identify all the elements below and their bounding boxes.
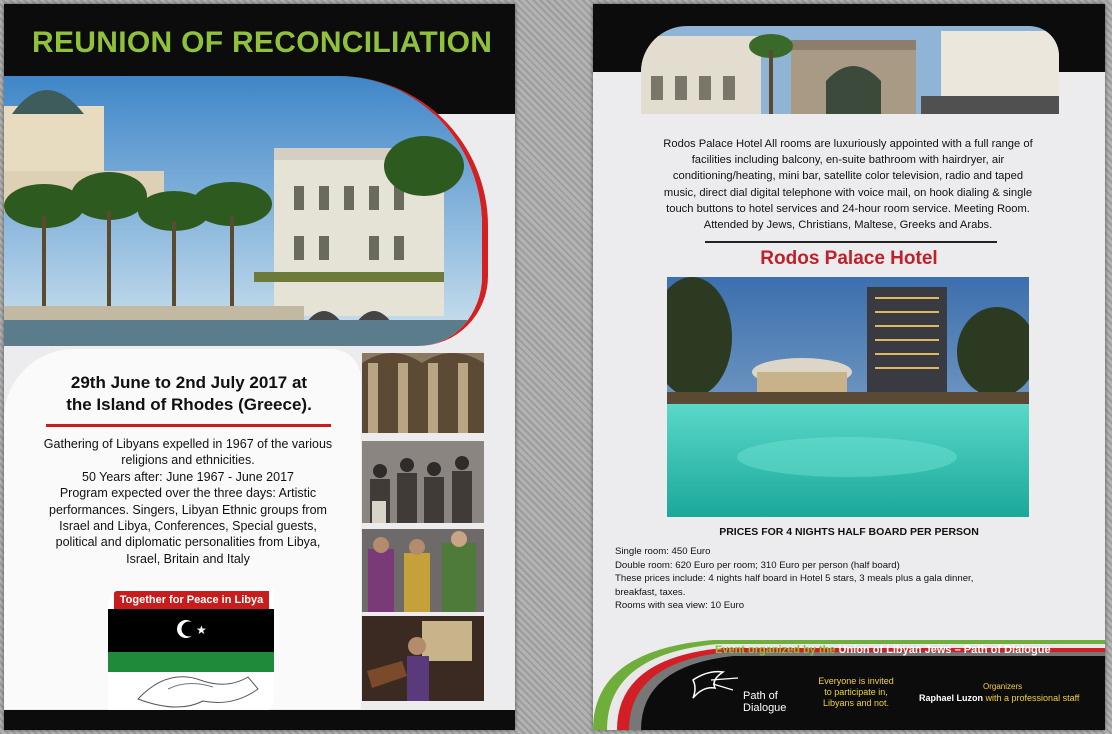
invite-line: to participate in, xyxy=(824,687,888,697)
synagogue-interior-photo xyxy=(362,353,484,433)
desc-line: 50 Years after: June 1967 - June 2017 xyxy=(82,469,294,484)
desc-line: Israel, Britain and Italy xyxy=(126,551,250,566)
red-divider xyxy=(46,424,331,427)
tripoli-palace-photo xyxy=(4,76,488,346)
desc-line: performances. Singers, Libyan Ethnic groups from xyxy=(49,502,327,517)
musicians-photo xyxy=(362,616,484,701)
price-line: Double room: 620 Euro per room; 310 Euro per person (half board) xyxy=(615,559,900,571)
organizers-label: Organizers xyxy=(983,682,1023,691)
organizer-line xyxy=(919,693,1079,703)
organizer-name: Raphael Luzon xyxy=(919,693,984,703)
path-of-dialogue-logo-text xyxy=(743,690,786,714)
hotel-desc-line: Attended by Jews, Christians, Maltese, Greeks and Arabs. xyxy=(703,219,993,232)
desc-line: Israel and Libya, Conferences, Special guests, xyxy=(59,519,317,534)
organizer-footer xyxy=(593,640,1105,730)
price-list xyxy=(615,545,1085,613)
historic-family-photo xyxy=(362,441,484,523)
hotel-desc-line: conditioning/heating, mini bar, satellite color television, radio and taped xyxy=(672,170,1024,183)
event-description xyxy=(22,436,354,567)
desc-line: Program expected over the three days: Artistic xyxy=(59,486,317,501)
dates-line-1: 29th June to 2nd July 2017 at xyxy=(70,373,308,392)
left-flyer-page xyxy=(4,4,515,730)
flag-caption: Together for Peace in Libya xyxy=(114,591,269,609)
logo-line-1: Path of xyxy=(743,690,778,702)
svg-text:★: ★ xyxy=(196,623,207,637)
organizer-staff: with a professional staff xyxy=(985,693,1080,703)
hotel-name-heading: Rodos Palace Hotel xyxy=(760,248,938,269)
desc-line: political and diplomatic personalities from Libya, xyxy=(55,535,321,550)
hotel-desc-line: touch buttons to hotel services and 24-hour room service. Meeting Room. xyxy=(666,202,1030,215)
hotel-pool-photo xyxy=(667,277,1029,517)
flyer-title: REUNION OF RECONCILIATION xyxy=(32,26,493,59)
hotel-desc-line: Rodos Palace Hotel All rooms are luxuriously appointed with a full range of xyxy=(663,138,1033,150)
invitation-text xyxy=(811,676,901,709)
hotel-description xyxy=(623,136,1073,233)
ceremony-photo xyxy=(362,529,484,612)
event-org-name: Union of Libyan Jews – Path of Dialogue xyxy=(838,644,1051,656)
prices-heading: PRICES FOR 4 NIGHTS HALF BOARD PER PERSON xyxy=(719,526,979,538)
invite-line: Everyone is invited xyxy=(818,676,894,686)
price-line: These prices include: 4 nights half board in Hotel 5 stars, 3 meals plus a gala dinner, xyxy=(615,573,974,585)
price-line: breakfast, taxes. xyxy=(615,586,686,598)
price-line: Rooms with sea view: 10 Euro xyxy=(615,600,745,612)
event-dates xyxy=(34,372,344,416)
event-prefix: Event organized by the xyxy=(715,644,836,656)
desc-line: religions and ethnicities. xyxy=(121,453,255,468)
tripoli-arch-photo xyxy=(641,26,1059,114)
logo-line-2: Dialogue xyxy=(743,702,787,714)
right-flyer-page xyxy=(593,4,1105,730)
invite-line: Libyans and not. xyxy=(822,698,890,708)
hotel-desc-line: music, direct dial digital telephone with voice mail, on hook dialing & single xyxy=(663,186,1033,199)
peace-flag-panel xyxy=(108,589,274,714)
price-line: Single room: 450 Euro xyxy=(615,546,711,557)
hotel-desc-line: facilities including balcony, en-suite bathroom with hairdryer, air xyxy=(691,154,1005,167)
black-divider xyxy=(705,241,997,243)
desc-line: Gathering of Libyans expelled in 1967 of the various xyxy=(43,437,333,451)
dates-line-2: the Island of Rhodes (Greece). xyxy=(66,395,312,414)
event-organizer-line xyxy=(715,644,1051,656)
left-footer-band xyxy=(4,710,515,730)
